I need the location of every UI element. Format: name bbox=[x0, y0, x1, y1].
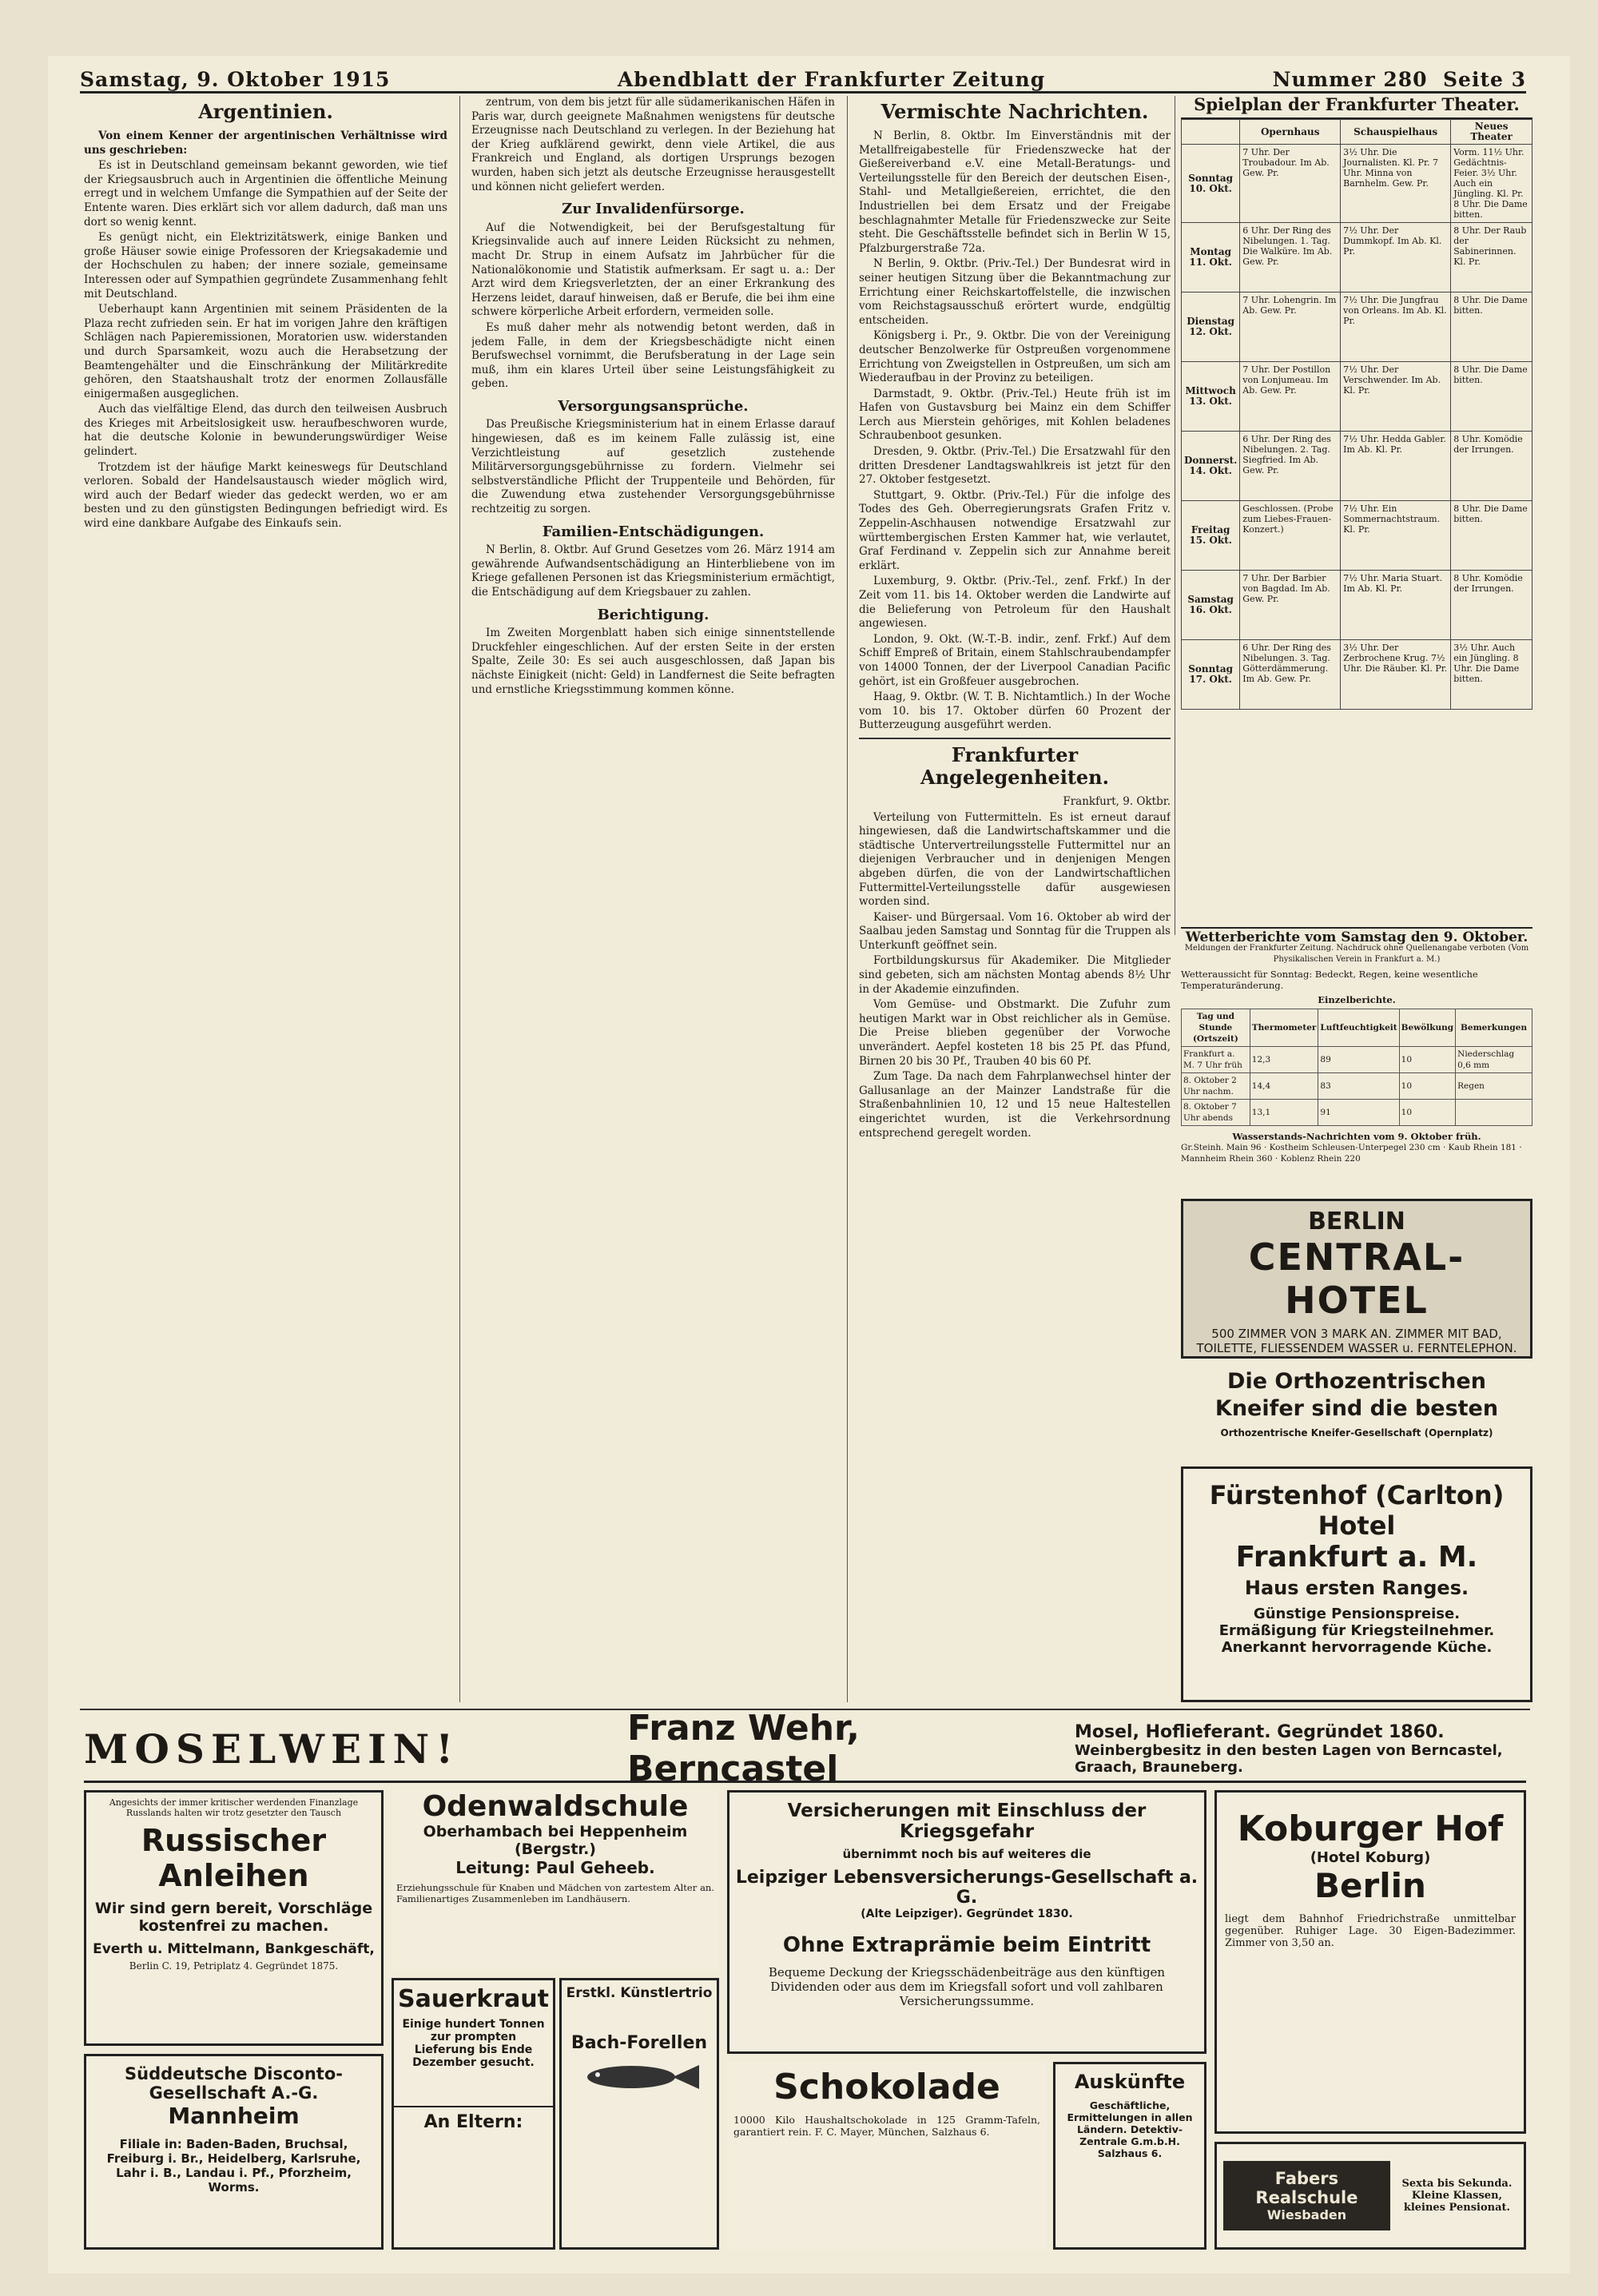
ad-text: Haus ersten Ranges. bbox=[1244, 1577, 1469, 1599]
ad-text: Sexta bis Sekunda. Kleine Klassen, kleines Pensionat. bbox=[1401, 2178, 1513, 2214]
ad-text: 500 ZIMMER VON 3 MARK AN. ZIMMER MIT BAD, TOILETTE, FLIESSENDEM WASSER u. FERNTELEPHON. bbox=[1196, 1327, 1517, 1355]
ad-fabers-realschule bbox=[1214, 2142, 1526, 2250]
paragraph: Es ist in Deutschland gemeinsam bekannt geworden, wie tief der Kriegsausbruch auch in Argentinien die öffentliche Meinung erregt und in welchem Umfange die Sympathien auf der Seite der Entente waren. Dies erklärt sich vor allem dadurch, daß man uns dort so wenig kennt. bbox=[84, 159, 447, 229]
table-row: 8. Oktober 7 Uhr abends 13,1 91 10 bbox=[1182, 1100, 1532, 1126]
dateline: Frankfurt, 9. Oktbr. bbox=[1063, 794, 1171, 808]
ad-title: Auskünfte bbox=[1074, 2071, 1186, 2093]
ad-schokolade bbox=[727, 2062, 1047, 2250]
section-heading: Berichtigung. bbox=[597, 606, 710, 623]
weather-sub: Meldungen der Frankfurter Zeitung. Nachdruck ohne Quellenangabe verboten (Vom Physikalischen Verein in Frankfurt a. M.) bbox=[1184, 944, 1529, 964]
ad-title: Die Orthozentrischen Kneifer sind die besten bbox=[1214, 1369, 1499, 1421]
ad-text: Everth u. Mittelmann, Bankgeschäft, bbox=[93, 1941, 375, 1957]
table-row: Freitag 15. Okt. Geschlossen. (Probe zum Liebes-Frauen-Konzert.) 7½ Uhr. Ein Sommernachtstraum. Kl. Pr. 8 Uhr. Die Dame bitten. bbox=[1182, 501, 1532, 571]
paragraph: Haag, 9. Oktbr. (W. T. B. Nichtamtlich.) In der Woche vom 10. bis 17. Oktober dürfen 60 Prozent der Butterzeugung ausgeführt werden. bbox=[859, 690, 1171, 732]
paragraph: Es muß daher mehr als notwendig betont werden, daß in jedem Falle, in dem der Kriegsbeschädigte nicht einen Berufswechsel vornimmt, die Berufsberatung in der Lage sein muß, ihm ein klares Urteil über seine Leistungsfähigkeit zu geben. bbox=[471, 320, 835, 391]
column-header: Opernhaus bbox=[1240, 120, 1341, 145]
table-row: Montag 11. Okt. 6 Uhr. Der Ring des Nibelungen. 1. Tag. Die Walküre. Im Ab. Gew. Pr. 7½ Uhr. Der Dummkopf. Im Ab. Kl. Pr. 8 Uhr. Der Raub der Sabinerinnen. Kl. Pr. bbox=[1182, 223, 1532, 292]
page-header bbox=[80, 64, 1526, 94]
ad-title: Süddeutsche Disconto-Gesellschaft A.-G. bbox=[125, 2064, 343, 2103]
table-row: Dienstag 12. Okt. 7 Uhr. Lohengrin. Im Ab. Gew. Pr. 7½ Uhr. Die Jungfrau von Orleans. Im Ab. Kl. Pr. 8 Uhr. Die Dame bitten. bbox=[1182, 292, 1532, 362]
ad-layout bbox=[1217, 2144, 1524, 2247]
ad-text: liegt dem Bahnhof Friedrichstraße unmittelbar gegenüber. Ruhiger Lage. 30 Eigen-Badezimmer. Zimmer von 3,50 an. bbox=[1225, 1913, 1516, 1949]
ad-text: Günstige Pensionspreise. bbox=[1253, 1606, 1461, 1622]
ad-text: (Hotel Koburg) bbox=[1310, 1849, 1431, 1866]
ad-text: Ermäßigung für Kriegsteilnehmer. bbox=[1218, 1622, 1495, 1639]
ad-title: Fabers Realschule bbox=[1255, 2169, 1358, 2207]
ad-odenwaldschule bbox=[392, 1790, 719, 1970]
ad-fuerstenhof bbox=[1181, 1466, 1532, 1702]
weather-title: Wetterberichte vom Samstag den 9. Oktober. bbox=[1181, 927, 1532, 943]
ad-title: Berlin bbox=[1314, 1866, 1426, 1905]
paragraph: Das Preußische Kriegsministerium hat in einem Erlasse darauf hingewiesen, daß es im keinem Falle zulässig ist, eine Verzichtleistung auf gesetzlich zustehende Militärversorgungsgebührnisse zu fordern. Vielmehr sei selbstverständliche Pflicht der Truppenteile und Behörden, für die Zuwendung etwa zustehender Versorgungsgebührnisse rechtzeitig zu sorgen. bbox=[471, 418, 835, 516]
ad-title: Leipziger Lebensversicherungs-Gesellschaft a. G. bbox=[735, 1868, 1198, 1908]
ad-title: Franz Wehr, Berncastel bbox=[627, 1708, 860, 1789]
header-date: Samstag, 9. Oktober 1915 bbox=[80, 68, 391, 91]
paragraph: Zum Tage. Da nach dem Fahrplanwechsel hinter der Gallusanlage an der Mainzer Landstraße für die Straßenbahnlinien 10, 12 und 15 neue Haltestellen eingerichtet wurden, ist die Verkehrsordnung entsprechend geregelt worden. bbox=[859, 1070, 1171, 1140]
column-vermischte bbox=[859, 96, 1171, 1694]
theater-table bbox=[1181, 119, 1532, 710]
ad-moselwein bbox=[84, 1708, 1526, 1789]
ad-text: 10000 Kilo Haushaltschokolade in 125 Gramm-Tafeln, garantiert rein. F. C. Mayer, München, Salzhaus 6. bbox=[733, 2114, 1040, 2138]
paragraph: Auf die Notwendigkeit, bei der Berufsgestaltung für Kriegsinvalide auch auf innere Leiden Rücksicht zu nehmen, macht Dr. Strup in einem Aufsatz im Jahrbücher für die Nationalökonomie und Statistik aufmerksam. Er sagt u. a.: Der Arzt wird dem Kriegsverletzten, der an einer Erkrankung des Herzens leidet, darauf hinweisen, daß er Berufe, die bei ihm eine schwere körperliche Arbeit erfordern, vermeiden solle. bbox=[471, 221, 835, 319]
paragraph: zentrum, von dem bis jetzt für alle südamerikanischen Häfen in Paris war, durch geeignete Maßnahmen wenigstens für deutsche Erzeugnisse nach Deutschland zu verlegen. In der Beziehung hat der Krieg aufklärend gewirkt, denn viele Artikel, die aus Frankreich und England, als dortigen Ursprungs bezogen wurden, haben sich jetzt als deutsche Erzeugnisse herausgestellt und können nicht geliefert werden. bbox=[471, 96, 835, 193]
ad-title: Ohne Extraprämie beim Eintritt bbox=[782, 1933, 1151, 1957]
paragraph: London, 9. Okt. (W.-T.-B. indir., zenf. Frkf.) Auf dem Schiff Empreß of Britain, einem Stahlschraubendampfer von 14000 Tonnen, der der Liverpool Canadian Pacific gehört, ist ein Großfeuer ausgebrochen. bbox=[859, 632, 1171, 688]
ad-text: Wiesbaden bbox=[1266, 2207, 1347, 2222]
paragraph: Königsberg i. Pr., 9. Oktbr. Die von der Vereinigung deutscher Benzolwerke für Ostpreußen vorgenommene Errichtung von Zweigstellen in Ostpreußen, um sich am Wiederaufbau in der Provinz zu beteiligen. bbox=[859, 329, 1171, 385]
ad-text: Erziehungsschule für Knaben und Mädchen von zartestem Alter an. Familienartiges Zusammenleben im Landhäusern. bbox=[396, 1882, 714, 1904]
ad-sauerkraut bbox=[392, 1978, 555, 2250]
ad-text: BERLIN bbox=[1308, 1208, 1405, 1236]
column-divider bbox=[847, 96, 848, 1702]
weather-text: Wetteraussicht für Sonntag: Bedeckt, Regen, keine wesentliche Temperaturänderung. bbox=[1181, 969, 1478, 991]
paragraph: Vom Gemüse- und Obstmarkt. Die Zufuhr zum heutigen Markt war in Obst reichlicher als in Gemüse. Die Preise blieben gegenüber der Vorwoche unverändert. Aepfel kosteten 18 bis 25 Pf. das Pfund, Birnen 20 bis 30 Pf., Trauben 40 bis 60 Pf. bbox=[859, 998, 1171, 1068]
table-row: Samstag 16. Okt. 7 Uhr. Der Barbier von Bagdad. Im Ab. Gew. Pr. 7½ Uhr. Maria Stuart. Im Ab. Kl. Pr. 8 Uhr. Komödie der Irrungen. bbox=[1182, 571, 1532, 640]
weather-table: Tag und Stunde (Ortszeit) Thermometer Luftfeuchtigkeit Bewölkung Bemerkungen Frankfurt a. M. 7 Uhr früh 12,3 89 10 Niederschlag 0,6 mm 8. Oktober 2 Uhr nachm. 14,4 83 10 Regen 8. Oktober 7 Uhr abends 13,1 91 10 bbox=[1181, 1009, 1532, 1126]
paragraph: N Berlin, 8. Oktbr. Auf Grund Gesetzes vom 26. März 1914 am gewährende Aufwandsentschädigung an Hinterbliebene von im Kriege gefallenen Personen ist das Kriegsministerium ermächtigt, die Entschädigung auf dem Kriegsbauer zu zahlen. bbox=[471, 543, 835, 599]
section-heading: Familien-Entschädigungen. bbox=[542, 523, 765, 540]
table-row: Mittwoch 13. Okt. 7 Uhr. Der Postillon von Lonjumeau. Im Ab. Gew. Pr. 7½ Uhr. Der Verschwender. Im Ab. Kl. Pr. 8 Uhr. Die Dame bitten. bbox=[1182, 362, 1532, 432]
ad-title: An Eltern: bbox=[394, 2106, 553, 2132]
ad-text: Leitung: Paul Geheeb. bbox=[455, 1858, 655, 1877]
ad-text: übernimmt noch bis auf weiteres die bbox=[842, 1847, 1091, 1861]
header-paper: Abendblatt der Frankfurter Zeitung bbox=[617, 68, 1046, 91]
paragraph: Verteilung von Futtermitteln. Es ist erneut darauf hingewiesen, daß die Landwirtschaftskammer und die städtische Untervertreilungsstelle Futtermittel nur an diejenigen Verbraucher und in denjenigen Mengen abgeben dürfen, die von der Landwirtschaftlichen Futtermittel-Verteilungsstelle dafür ausgewiesen worden sind. bbox=[859, 810, 1171, 909]
weather-subtitle: Einzelberichte. bbox=[1318, 994, 1396, 1005]
paragraph: Fortbildungskursus für Akademiker. Die Mitglieder sind gebeten, sich am nächsten Montag abends 8½ Uhr in der Akademie einzufinden. bbox=[859, 954, 1171, 996]
ad-title: Erstkl. Künstlertrio bbox=[566, 1985, 713, 2001]
column-invaliden bbox=[471, 96, 835, 1694]
ad-text: (Alte Leipziger). Gegründet 1830. bbox=[861, 1908, 1073, 1920]
paragraph: Darmstadt, 9. Oktbr. (Priv.-Tel.) Heute früh ist im Hafen von Gustavsburg bei Mainz ein dem Schiffer Lerch aus Mierstein gehöriges, mit Kohlen beladenes Schraubenboot gesunken. bbox=[859, 387, 1171, 443]
paragraph: Ueberhaupt kann Argentinien mit seinem Präsidenten de la Plaza recht zufrieden sein. Er hat im vorigen Jahre den kräftigen Schlägen nach Papieremissionen, Moratorien usw. widerstanden und durch Sparsamkeit, wozu auch die Herabsetzung der Beamtengehälter und die Einschränkung der Militärkredite gehören, den Staatshaushalt trotz der enormen Zollausfälle einigermaßen ausgeglichen. bbox=[84, 303, 447, 400]
ad-text-block bbox=[1075, 1722, 1522, 1776]
ad-text: Weinbergbesitz in den besten Lagen von Berncastel, Graach, Brauneberg. bbox=[1075, 1741, 1503, 1776]
ad-text: Oberhambach bei Heppenheim (Bergstr.) bbox=[423, 1823, 688, 1858]
column-header: Neues Theater bbox=[1451, 120, 1532, 145]
weather-report bbox=[1181, 927, 1532, 1191]
ad-text: Geschäftliche, Ermittelungen in allen Ländern. Detektiv-Zentrale G.m.b.H. Salzhaus 6. bbox=[1067, 2099, 1193, 2159]
ad-title: Versicherungen mit Einschluss der Kriegsgefahr bbox=[787, 1801, 1147, 1842]
article-title: Argentinien. bbox=[198, 100, 333, 123]
ad-title: Bach-Forellen bbox=[570, 2033, 708, 2053]
ad-title: Mannheim bbox=[168, 2103, 300, 2129]
theater-schedule bbox=[1181, 94, 1532, 917]
ad-text: Orthozentrische Kneifer-Gesellschaft (Opernplatz) bbox=[1220, 1427, 1493, 1438]
table-row: Sonntag 10. Okt. 7 Uhr. Der Troubadour. Im Ab. Gew. Pr. 3½ Uhr. Die Journalisten. Kl. Pr. 7 Uhr. Minna von Barnhelm. Gew. Pr. Vorm. 11½ Uhr. Gedächtnis-Feier. 3½ Uhr. Auch ein Jüngling. Kl. Pr. 8 Uhr. Die Dame bitten. bbox=[1182, 145, 1532, 223]
ad-text: Anerkannt hervorragende Küche. bbox=[1221, 1639, 1493, 1656]
section-title: Vermischte Nachrichten. bbox=[880, 100, 1149, 123]
fish-icon bbox=[575, 2061, 703, 2093]
ad-text: Filiale in: Baden-Baden, Bruchsal, Freiburg i. Br., Heidelberg, Karlsruhe, Lahr i. B., Landau i. Pf., Pforzheim, Worms. bbox=[106, 2137, 361, 2195]
ad-central-hotel bbox=[1181, 1199, 1532, 1359]
ad-title: Frankfurt a. M. bbox=[1235, 1541, 1478, 1574]
ad-title: Odenwaldschule bbox=[422, 1790, 689, 1823]
section-heading: Zur Invalidenfürsorge. bbox=[562, 201, 745, 218]
ad-text: Mosel, Hoflieferant. Gegründet 1860. bbox=[1075, 1721, 1445, 1742]
paragraph: Stuttgart, 9. Oktbr. (Priv.-Tel.) Für die infolge des Todes des Geh. Oberregierungsrats Grafen Fritz v. Zeppelin-Aschhausen notwendige Ersatzwahl zur württembergischen Ersten Kammer hat, wie verlautet, Graf Ferdinand v. Zeppelin sich zur Annahme bereit erklärt. bbox=[859, 488, 1171, 572]
ad-title: MOSELWEIN! bbox=[84, 1725, 460, 1773]
water-text: Gr.Steinh. Main 96 · Kostheim Schleusen-Unterpegel 230 cm · Kaub Rhein 181 · Mannheim Rhein 360 · Koblenz Rhein 220 bbox=[1181, 1143, 1522, 1164]
table-row: Sonntag 17. Okt. 6 Uhr. Der Ring des Nibelungen. 3. Tag. Götterdämmerung. Im Ab. Gew. Pr. 3½ Uhr. Der Zerbrochene Krug. 7½ Uhr. Die Räuber. Kl. Pr. 3½ Uhr. Auch ein Jüngling. 8 Uhr. Die Dame bitten. bbox=[1182, 640, 1532, 710]
column-header: Schauspielhaus bbox=[1341, 120, 1451, 145]
paragraph: N Berlin, 8. Oktbr. Im Einverständnis mit der Metallfreigabestelle für Friedenszwecke hat der Gießereiverband e.V. eine Metall-Beratungs- und Verteilungsstelle für den Bereich der deutschen Eisen-, Stahl- und Metallgießereien, errichtet, die den Industriellen bei dem Ersatz und der Freigabe beschlagnahmter Metalle für Friedenszwecke zur Seite steht. Die Geschäftsstelle befindet sich in Berlin W 15, Pfalzburgerstraße 72a. bbox=[859, 129, 1171, 255]
paragraph: Es genügt nicht, ein Elektrizitätswerk, einige Banken und große Häuser sowie einige Professoren der Kriegsakademie und der Hochschulen zu haben; der innere soziale, gemeinsame Interessen oder auf Sympathien gegründete Zusammenhang fehlt mit Deutschland. bbox=[84, 231, 447, 300]
paragraph: Im Zweiten Morgenblatt haben sich einige sinnentstellende Druckfehler eingeschlichen. Auf der ersten Seite in der ersten Spalte, Zeile 30: Es sei auch ausgeschlossen, daß Japan bis nächste Einigkeit (nicht: Geld) in Landfernest die Seite befragten und ernstliche Kriegsstimmung kommen könne. bbox=[471, 627, 835, 696]
ad-anleihen bbox=[84, 1790, 384, 2046]
table-row: 8. Oktober 2 Uhr nachm. 14,4 83 10 Regen bbox=[1182, 1073, 1532, 1100]
ad-title: Russischer Anleihen bbox=[141, 1823, 327, 1893]
paragraph: Luxemburg, 9. Oktbr. (Priv.-Tel., zenf. Frkf.) In der Zeit vom 11. bis 14. Oktober werden die Landwirte auf die Belieferung von Petroleum für den Haushalt angewiesen. bbox=[859, 575, 1171, 631]
water-title: Wasserstands-Nachrichten vom 9. Oktober früh. bbox=[1232, 1131, 1481, 1142]
ad-text: Angesichts der immer kritischer werdenden Finanzlage Russlands halten wir trotz gesetzter den Tausch bbox=[109, 1797, 359, 1818]
paragraph: N Berlin, 9. Oktbr. (Priv.-Tel.) Der Bundesrat wird in seiner heutigen Sitzung über die Bekanntmachung zur Errichtung einer Reichskartoffelstelle, die inzwischen vom Reichstagsausschuß erörtert wurde, endgültig entscheiden. bbox=[859, 257, 1171, 327]
paragraph: Trotzdem ist der häufige Markt keineswegs für Deutschland verloren. Sobald der Handelsaustausch wieder möglich wird, wird auch der Bedarf wieder das gedeckt werden, wo er am besten und zu den günstigsten Bedingungen befriedigt wird. Es wird eine dankbare Aufgabe des Einkaufs sein. bbox=[84, 460, 447, 531]
ad-kneifer bbox=[1181, 1368, 1532, 1456]
table-row: Donnerst. 14. Okt. 6 Uhr. Der Ring des Nibelungen. 2. Tag. Siegfried. Im Ab. Gew. Pr. 7½ Uhr. Hedda Gabler. Im Ab. Kl. Pr. 8 Uhr. Komödie der Irrungen. bbox=[1182, 432, 1532, 501]
theater-title: Spielplan der Frankfurter Theater. bbox=[1181, 94, 1532, 119]
ad-title: Sauerkraut bbox=[397, 1985, 550, 2013]
paragraph: Auch das vielfältige Elend, das durch den teilweisen Ausbruch des Krieges mit Arbeitslosigkeit usw. heraufbeschworen wurde, hat die deutsche Kolonie in bewunderungswürdiger Weise gelindert. bbox=[84, 403, 447, 459]
paragraph: Dresden, 9. Oktbr. (Priv.-Tel.) Die Ersatzwahl für den dritten Dresdener Landtagswahlkreis ist jetzt für den 27. Oktober festgesetzt. bbox=[859, 445, 1171, 487]
ad-versicherung bbox=[727, 1790, 1206, 2054]
article-intro: Von einem Kenner der argentinischen Verhältnisse wird uns geschrieben: bbox=[84, 129, 447, 157]
column-argentinien bbox=[84, 96, 447, 1694]
ad-kuenstler bbox=[559, 1978, 719, 2250]
ad-title: CENTRAL-HOTEL bbox=[1248, 1236, 1465, 1322]
section-heading: Versorgungsansprüche. bbox=[558, 397, 749, 415]
column-divider bbox=[459, 96, 460, 1702]
ad-text: Wir sind gern bereit, Vorschläge kostenfrei zu machen. bbox=[94, 1900, 373, 1935]
ad-title: Fürstenhof (Carlton) Hotel bbox=[1209, 1480, 1505, 1541]
table-header-row bbox=[1182, 120, 1532, 145]
ad-title: Schokolade bbox=[773, 2067, 1000, 2107]
ad-text: Berlin C. 19, Petriplatz 4. Gegründet 1875. bbox=[129, 1960, 339, 1972]
ad-auskuenfte bbox=[1053, 2062, 1206, 2250]
ad-text: Einige hundert Tonnen zur prompten Lieferung bis Ende Dezember gesucht. bbox=[402, 2018, 545, 2069]
ad-title-box bbox=[1223, 2161, 1390, 2230]
ad-sueddeutsche-disconto bbox=[84, 2054, 384, 2250]
ad-koburger-hof bbox=[1214, 1790, 1526, 2134]
paragraph: Kaiser- und Bürgersaal. Vom 16. Oktober ab wird der Saalbau jeden Samstag und Sonntag für die Truppen als Unterkunft geöffnet sein. bbox=[859, 910, 1171, 952]
ad-title: Koburger Hof bbox=[1237, 1809, 1504, 1849]
column-header bbox=[1182, 120, 1240, 145]
table-row: Frankfurt a. M. 7 Uhr früh 12,3 89 10 Niederschlag 0,6 mm bbox=[1182, 1047, 1532, 1073]
section-title: Frankfurter Angelegenheiten. bbox=[859, 738, 1171, 789]
header-page-info: Nummer 280 Seite 3 bbox=[1272, 68, 1526, 91]
ad-text: Bequeme Deckung der Kriegsschädenbeiträge aus den künftigen Dividenden oder aus dem im Kriegsfall sofort und voll zahlbaren Versicherungssumme. bbox=[768, 1965, 1166, 2008]
